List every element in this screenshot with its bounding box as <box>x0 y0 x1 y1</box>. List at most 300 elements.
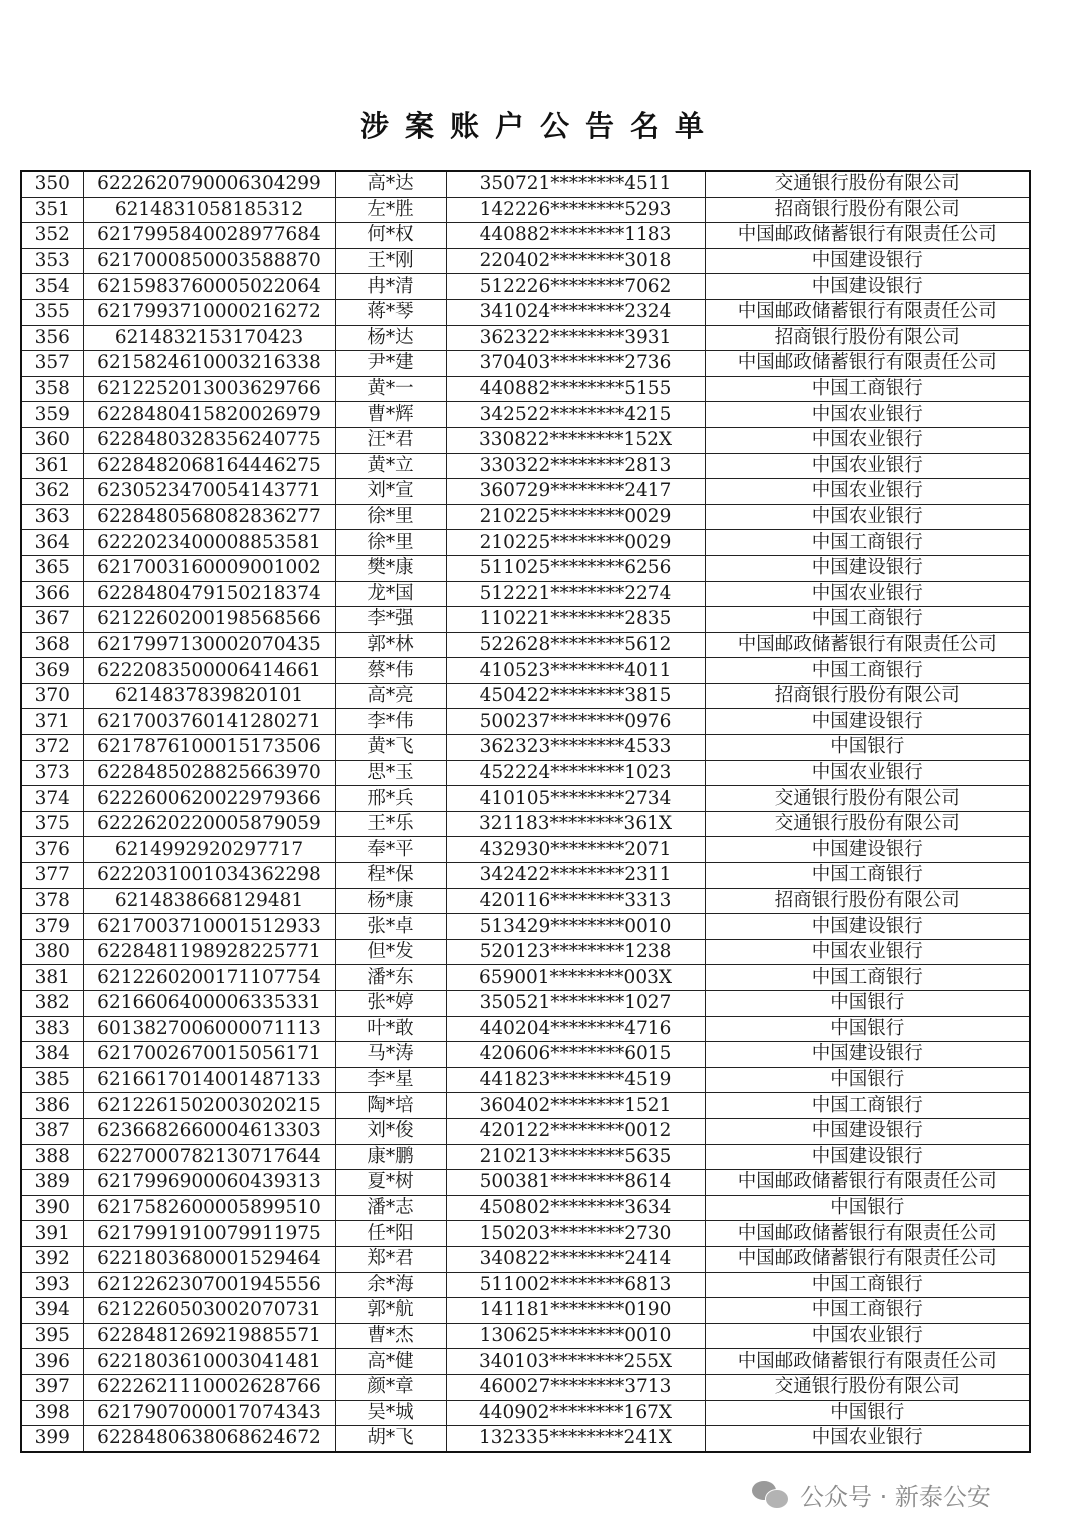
row-number-cell: 395 <box>21 1323 83 1349</box>
holder-name-cell: 高*达 <box>335 171 446 197</box>
table-row <box>21 171 1030 197</box>
table-row <box>21 1323 1030 1349</box>
id-number-cell: 330322********2813 <box>446 453 705 479</box>
holder-name-cell: 颜*章 <box>335 1374 446 1400</box>
account-number-cell: 6212260503002070731 <box>83 1298 335 1324</box>
row-number-cell: 383 <box>21 1016 83 1042</box>
id-number-cell: 500381********8614 <box>446 1170 705 1196</box>
table-row <box>21 453 1030 479</box>
bank-name-cell: 中国建设银行 <box>705 555 1030 581</box>
holder-name-cell: 李*星 <box>335 1067 446 1093</box>
row-number-cell: 381 <box>21 965 83 991</box>
account-number-cell: 6212260200198568566 <box>83 607 335 633</box>
id-number-cell: 142226********5293 <box>446 197 705 223</box>
bank-name-cell: 中国邮政储蓄银行有限责任公司 <box>705 1170 1030 1196</box>
table-row <box>21 1374 1030 1400</box>
row-number-cell: 370 <box>21 683 83 709</box>
row-number-cell: 396 <box>21 1349 83 1375</box>
row-number-cell: 364 <box>21 530 83 556</box>
document-title: 涉案账户公告名单 <box>359 109 720 143</box>
holder-name-cell: 但*发 <box>335 939 446 965</box>
bank-name-cell: 中国工商银行 <box>705 658 1030 684</box>
id-number-cell: 432930********2071 <box>446 837 705 863</box>
table-row <box>21 325 1030 351</box>
id-number-cell: 210213********5635 <box>446 1144 705 1170</box>
holder-name-cell: 余*海 <box>335 1272 446 1298</box>
holder-name-cell: 徐*里 <box>335 504 446 530</box>
account-number-cell: 6215824610003216338 <box>83 351 335 377</box>
account-number-cell: 6227000782130717644 <box>83 1144 335 1170</box>
holder-name-cell: 康*鹏 <box>335 1144 446 1170</box>
bank-name-cell: 中国农业银行 <box>705 581 1030 607</box>
bank-name-cell: 招商银行股份有限公司 <box>705 888 1030 914</box>
bank-name-cell: 招商银行股份有限公司 <box>705 325 1030 351</box>
row-number-cell: 384 <box>21 1042 83 1068</box>
holder-name-cell: 何*权 <box>335 223 446 249</box>
holder-name-cell: 杨*康 <box>335 888 446 914</box>
bank-name-cell: 交通银行股份有限公司 <box>705 171 1030 197</box>
bank-name-cell: 交通银行股份有限公司 <box>705 811 1030 837</box>
table-row <box>21 504 1030 530</box>
id-number-cell: 340103********255X <box>446 1349 705 1375</box>
row-number-cell: 366 <box>21 581 83 607</box>
account-number-cell: 6217003160009001002 <box>83 555 335 581</box>
table-row <box>21 888 1030 914</box>
row-number-cell: 352 <box>21 223 83 249</box>
row-number-cell: 392 <box>21 1246 83 1272</box>
holder-name-cell: 蔡*伟 <box>335 658 446 684</box>
row-number-cell: 376 <box>21 837 83 863</box>
row-number-cell: 397 <box>21 1374 83 1400</box>
id-number-cell: 210225********0029 <box>446 504 705 530</box>
row-number-cell: 380 <box>21 939 83 965</box>
row-number-cell: 359 <box>21 402 83 428</box>
holder-name-cell: 郭*林 <box>335 632 446 658</box>
table-row <box>21 1067 1030 1093</box>
id-number-cell: 500237********0976 <box>446 709 705 735</box>
bank-name-cell: 中国农业银行 <box>705 1426 1030 1452</box>
id-number-cell: 511002********6813 <box>446 1272 705 1298</box>
row-number-cell: 377 <box>21 863 83 889</box>
table-row <box>21 1195 1030 1221</box>
account-number-cell: 6216606400006335331 <box>83 991 335 1017</box>
table-row <box>21 709 1030 735</box>
account-number-cell: 6222620220005879059 <box>83 811 335 837</box>
table-row <box>21 607 1030 633</box>
account-number-cell: 6228482068164446275 <box>83 453 335 479</box>
table-row <box>21 1272 1030 1298</box>
account-number-cell: 6236682660004613303 <box>83 1118 335 1144</box>
holder-name-cell: 尹*建 <box>335 351 446 377</box>
table-row <box>21 1298 1030 1324</box>
table-row <box>21 1400 1030 1426</box>
table-row <box>21 555 1030 581</box>
holder-name-cell: 王*刚 <box>335 248 446 274</box>
table-row <box>21 248 1030 274</box>
table-row <box>21 299 1030 325</box>
row-number-cell: 393 <box>21 1272 83 1298</box>
id-number-cell: 341024********2324 <box>446 299 705 325</box>
account-number-cell: 6217993710000216272 <box>83 299 335 325</box>
id-number-cell: 410523********4011 <box>446 658 705 684</box>
account-table-body <box>21 171 1030 1452</box>
bank-name-cell: 交通银行股份有限公司 <box>705 1374 1030 1400</box>
id-number-cell: 350721********4511 <box>446 171 705 197</box>
row-number-cell: 398 <box>21 1400 83 1426</box>
row-number-cell: 372 <box>21 735 83 761</box>
table-row <box>21 837 1030 863</box>
bank-name-cell: 中国农业银行 <box>705 453 1030 479</box>
bank-name-cell: 中国工商银行 <box>705 607 1030 633</box>
bank-name-cell: 中国银行 <box>705 735 1030 761</box>
table-row <box>21 760 1030 786</box>
id-number-cell: 512221********2274 <box>446 581 705 607</box>
id-number-cell: 512226********7062 <box>446 274 705 300</box>
id-number-cell: 520123********1238 <box>446 939 705 965</box>
bank-name-cell: 中国邮政储蓄银行有限责任公司 <box>705 351 1030 377</box>
account-table <box>20 170 1031 1453</box>
row-number-cell: 387 <box>21 1118 83 1144</box>
row-number-cell: 358 <box>21 376 83 402</box>
holder-name-cell: 左*胜 <box>335 197 446 223</box>
bank-name-cell: 中国邮政储蓄银行有限责任公司 <box>705 1246 1030 1272</box>
row-number-cell: 369 <box>21 658 83 684</box>
watermark-text: 公众号 · 新泰公安 <box>800 1482 991 1511</box>
id-number-cell: 132335********241X <box>446 1426 705 1452</box>
account-number-cell: 6217003710001512933 <box>83 914 335 940</box>
table-row <box>21 1042 1030 1068</box>
id-number-cell: 420122********0012 <box>446 1118 705 1144</box>
row-number-cell: 375 <box>21 811 83 837</box>
bank-name-cell: 中国农业银行 <box>705 504 1030 530</box>
bank-name-cell: 招商银行股份有限公司 <box>705 683 1030 709</box>
table-row <box>21 402 1030 428</box>
row-number-cell: 361 <box>21 453 83 479</box>
holder-name-cell: 曹*辉 <box>335 402 446 428</box>
account-number-cell: 6214831058185312 <box>83 197 335 223</box>
table-row <box>21 1221 1030 1247</box>
table-row <box>21 1170 1030 1196</box>
account-number-cell: 6222620790006304299 <box>83 171 335 197</box>
account-number-cell: 6222621110002628766 <box>83 1374 335 1400</box>
row-number-cell: 394 <box>21 1298 83 1324</box>
account-number-cell: 6212261502003020215 <box>83 1093 335 1119</box>
bank-name-cell: 中国建设银行 <box>705 709 1030 735</box>
row-number-cell: 389 <box>21 1170 83 1196</box>
holder-name-cell: 曹*杰 <box>335 1323 446 1349</box>
id-number-cell: 441823********4519 <box>446 1067 705 1093</box>
holder-name-cell: 高*健 <box>335 1349 446 1375</box>
bank-name-cell: 中国建设银行 <box>705 1118 1030 1144</box>
bank-name-cell: 中国农业银行 <box>705 760 1030 786</box>
account-number-cell: 6228480328356240775 <box>83 427 335 453</box>
holder-name-cell: 刘*宣 <box>335 479 446 505</box>
bank-name-cell: 中国工商银行 <box>705 1272 1030 1298</box>
id-number-cell: 450422********3815 <box>446 683 705 709</box>
row-number-cell: 365 <box>21 555 83 581</box>
table-row <box>21 1144 1030 1170</box>
account-number-cell: 6216617014001487133 <box>83 1067 335 1093</box>
row-number-cell: 385 <box>21 1067 83 1093</box>
row-number-cell: 354 <box>21 274 83 300</box>
table-row <box>21 274 1030 300</box>
table-row <box>21 427 1030 453</box>
id-number-cell: 141181********0190 <box>446 1298 705 1324</box>
bank-name-cell: 中国银行 <box>705 1067 1030 1093</box>
holder-name-cell: 樊*康 <box>335 555 446 581</box>
table-row <box>21 1093 1030 1119</box>
row-number-cell: 360 <box>21 427 83 453</box>
account-number-cell: 6217907000017074343 <box>83 1400 335 1426</box>
row-number-cell: 367 <box>21 607 83 633</box>
holder-name-cell: 夏*树 <box>335 1170 446 1196</box>
holder-name-cell: 张*卓 <box>335 914 446 940</box>
holder-name-cell: 胡*飞 <box>335 1426 446 1452</box>
id-number-cell: 420116********3313 <box>446 888 705 914</box>
holder-name-cell: 李*强 <box>335 607 446 633</box>
table-row <box>21 632 1030 658</box>
account-number-cell: 6217997130002070435 <box>83 632 335 658</box>
id-number-cell: 360729********2417 <box>446 479 705 505</box>
id-number-cell: 511025********6256 <box>446 555 705 581</box>
holder-name-cell: 高*亮 <box>335 683 446 709</box>
table-row <box>21 683 1030 709</box>
id-number-cell: 360402********1521 <box>446 1093 705 1119</box>
account-number-cell: 6214837839820101 <box>83 683 335 709</box>
holder-name-cell: 思*玉 <box>335 760 446 786</box>
holder-name-cell: 陶*培 <box>335 1093 446 1119</box>
id-number-cell: 340822********2414 <box>446 1246 705 1272</box>
table-row <box>21 939 1030 965</box>
account-number-cell: 6214992920297717 <box>83 837 335 863</box>
holder-name-cell: 吴*城 <box>335 1400 446 1426</box>
holder-name-cell: 黄*一 <box>335 376 446 402</box>
holder-name-cell: 奉*平 <box>335 837 446 863</box>
row-number-cell: 399 <box>21 1426 83 1452</box>
account-number-cell: 6217000850003588870 <box>83 248 335 274</box>
id-number-cell: 440882********5155 <box>446 376 705 402</box>
bank-name-cell: 中国建设银行 <box>705 837 1030 863</box>
table-row <box>21 581 1030 607</box>
wechat-icon <box>752 1479 790 1509</box>
account-number-cell: 6217995840028977684 <box>83 223 335 249</box>
table-row <box>21 223 1030 249</box>
holder-name-cell: 蒋*琴 <box>335 299 446 325</box>
account-number-cell: 6228481198928225771 <box>83 939 335 965</box>
id-number-cell: 440882********1183 <box>446 223 705 249</box>
bank-name-cell: 中国工商银行 <box>705 863 1030 889</box>
table-row <box>21 1118 1030 1144</box>
account-number-cell: 6230523470054143771 <box>83 479 335 505</box>
row-number-cell: 350 <box>21 171 83 197</box>
account-number-cell: 6215983760005022064 <box>83 274 335 300</box>
table-row <box>21 1246 1030 1272</box>
id-number-cell: 362322********3931 <box>446 325 705 351</box>
account-number-cell: 6214832153170423 <box>83 325 335 351</box>
account-number-cell: 6217582600005899510 <box>83 1195 335 1221</box>
account-number-cell: 6212262307001945556 <box>83 1272 335 1298</box>
bank-name-cell: 交通银行股份有限公司 <box>705 786 1030 812</box>
holder-name-cell: 徐*里 <box>335 530 446 556</box>
row-number-cell: 379 <box>21 914 83 940</box>
table-row <box>21 530 1030 556</box>
table-row <box>21 1426 1030 1452</box>
row-number-cell: 357 <box>21 351 83 377</box>
account-number-cell: 6217002670015056171 <box>83 1042 335 1068</box>
bank-name-cell: 中国工商银行 <box>705 376 1030 402</box>
bank-name-cell: 中国建设银行 <box>705 248 1030 274</box>
account-number-cell: 6013827006000071113 <box>83 1016 335 1042</box>
bank-name-cell: 中国工商银行 <box>705 530 1030 556</box>
holder-name-cell: 郑*君 <box>335 1246 446 1272</box>
account-number-cell: 6217876100015173506 <box>83 735 335 761</box>
account-number-cell: 6217996900060439313 <box>83 1170 335 1196</box>
row-number-cell: 362 <box>21 479 83 505</box>
account-number-cell: 6212260200171107754 <box>83 965 335 991</box>
id-number-cell: 220402********3018 <box>446 248 705 274</box>
bank-name-cell: 中国农业银行 <box>705 402 1030 428</box>
bank-name-cell: 中国工商银行 <box>705 965 1030 991</box>
bank-name-cell: 中国工商银行 <box>705 1093 1030 1119</box>
bank-name-cell: 中国邮政储蓄银行有限责任公司 <box>705 1349 1030 1375</box>
holder-name-cell: 王*乐 <box>335 811 446 837</box>
account-number-cell: 6228480638068624672 <box>83 1426 335 1452</box>
row-number-cell: 390 <box>21 1195 83 1221</box>
holder-name-cell: 任*阳 <box>335 1221 446 1247</box>
holder-name-cell: 张*婷 <box>335 991 446 1017</box>
holder-name-cell: 叶*敢 <box>335 1016 446 1042</box>
id-number-cell: 342522********4215 <box>446 402 705 428</box>
id-number-cell: 210225********0029 <box>446 530 705 556</box>
bank-name-cell: 中国建设银行 <box>705 274 1030 300</box>
bank-name-cell: 中国银行 <box>705 991 1030 1017</box>
id-number-cell: 150203********2730 <box>446 1221 705 1247</box>
table-row <box>21 811 1030 837</box>
table-row <box>21 1349 1030 1375</box>
account-number-cell: 6222023400008853581 <box>83 530 335 556</box>
holder-name-cell: 郭*航 <box>335 1298 446 1324</box>
account-number-cell: 6217003760141280271 <box>83 709 335 735</box>
bank-name-cell: 中国邮政储蓄银行有限责任公司 <box>705 299 1030 325</box>
row-number-cell: 391 <box>21 1221 83 1247</box>
bank-name-cell: 招商银行股份有限公司 <box>705 197 1030 223</box>
account-number-cell: 6217991910079911975 <box>83 1221 335 1247</box>
bank-name-cell: 中国银行 <box>705 1016 1030 1042</box>
bank-name-cell: 中国工商银行 <box>705 1298 1030 1324</box>
account-number-cell: 6228480568082836277 <box>83 504 335 530</box>
id-number-cell: 440902********167X <box>446 1400 705 1426</box>
holder-name-cell: 潘*东 <box>335 965 446 991</box>
holder-name-cell: 邢*兵 <box>335 786 446 812</box>
row-number-cell: 353 <box>21 248 83 274</box>
table-row <box>21 1016 1030 1042</box>
id-number-cell: 370403********2736 <box>446 351 705 377</box>
holder-name-cell: 李*伟 <box>335 709 446 735</box>
row-number-cell: 371 <box>21 709 83 735</box>
bank-name-cell: 中国农业银行 <box>705 939 1030 965</box>
table-row <box>21 658 1030 684</box>
id-number-cell: 452224********1023 <box>446 760 705 786</box>
id-number-cell: 410105********2734 <box>446 786 705 812</box>
bank-name-cell: 中国建设银行 <box>705 1144 1030 1170</box>
bank-name-cell: 中国农业银行 <box>705 427 1030 453</box>
row-number-cell: 374 <box>21 786 83 812</box>
account-number-cell: 6214838668129481 <box>83 888 335 914</box>
id-number-cell: 110221********2835 <box>446 607 705 633</box>
id-number-cell: 420606********6015 <box>446 1042 705 1068</box>
id-number-cell: 659001********003X <box>446 965 705 991</box>
bank-name-cell: 中国建设银行 <box>705 1042 1030 1068</box>
table-row <box>21 914 1030 940</box>
holder-name-cell: 汪*君 <box>335 427 446 453</box>
bank-name-cell: 中国邮政储蓄银行有限责任公司 <box>705 1221 1030 1247</box>
table-row <box>21 197 1030 223</box>
id-number-cell: 460027********3713 <box>446 1374 705 1400</box>
holder-name-cell: 马*涛 <box>335 1042 446 1068</box>
table-row <box>21 991 1030 1017</box>
account-number-cell: 6228481269219885571 <box>83 1323 335 1349</box>
table-row <box>21 351 1030 377</box>
holder-name-cell: 刘*俊 <box>335 1118 446 1144</box>
holder-name-cell: 杨*达 <box>335 325 446 351</box>
row-number-cell: 382 <box>21 991 83 1017</box>
id-number-cell: 130625********0010 <box>446 1323 705 1349</box>
row-number-cell: 373 <box>21 760 83 786</box>
table-row <box>21 735 1030 761</box>
row-number-cell: 378 <box>21 888 83 914</box>
holder-name-cell: 黄*立 <box>335 453 446 479</box>
holder-name-cell: 程*保 <box>335 863 446 889</box>
account-number-cell: 6228480479150218374 <box>83 581 335 607</box>
account-number-cell: 6228485028825663970 <box>83 760 335 786</box>
row-number-cell: 363 <box>21 504 83 530</box>
holder-name-cell: 冉*清 <box>335 274 446 300</box>
row-number-cell: 356 <box>21 325 83 351</box>
wechat-watermark <box>752 1474 1052 1514</box>
bank-name-cell: 中国农业银行 <box>705 1323 1030 1349</box>
account-number-cell: 6228480415820026979 <box>83 402 335 428</box>
row-number-cell: 355 <box>21 299 83 325</box>
account-number-cell: 6222031001034362298 <box>83 863 335 889</box>
account-number-cell: 6222083500006414661 <box>83 658 335 684</box>
bank-name-cell: 中国邮政储蓄银行有限责任公司 <box>705 223 1030 249</box>
table-row <box>21 376 1030 402</box>
row-number-cell: 351 <box>21 197 83 223</box>
id-number-cell: 513429********0010 <box>446 914 705 940</box>
bank-name-cell: 中国邮政储蓄银行有限责任公司 <box>705 632 1030 658</box>
table-row <box>21 965 1030 991</box>
bank-name-cell: 中国农业银行 <box>705 479 1030 505</box>
table-row <box>21 786 1030 812</box>
id-number-cell: 362323********4533 <box>446 735 705 761</box>
account-number-cell: 6221803610003041481 <box>83 1349 335 1375</box>
id-number-cell: 440204********4716 <box>446 1016 705 1042</box>
bank-name-cell: 中国银行 <box>705 1195 1030 1221</box>
id-number-cell: 342422********2311 <box>446 863 705 889</box>
bank-name-cell: 中国银行 <box>705 1400 1030 1426</box>
id-number-cell: 321183********361X <box>446 811 705 837</box>
account-number-cell: 6221803680001529464 <box>83 1246 335 1272</box>
id-number-cell: 330822********152X <box>446 427 705 453</box>
holder-name-cell: 龙*国 <box>335 581 446 607</box>
row-number-cell: 388 <box>21 1144 83 1170</box>
id-number-cell: 450802********3634 <box>446 1195 705 1221</box>
account-number-cell: 6212252013003629766 <box>83 376 335 402</box>
row-number-cell: 368 <box>21 632 83 658</box>
account-number-cell: 6222600620022979366 <box>83 786 335 812</box>
id-number-cell: 350521********1027 <box>446 991 705 1017</box>
table-row <box>21 479 1030 505</box>
